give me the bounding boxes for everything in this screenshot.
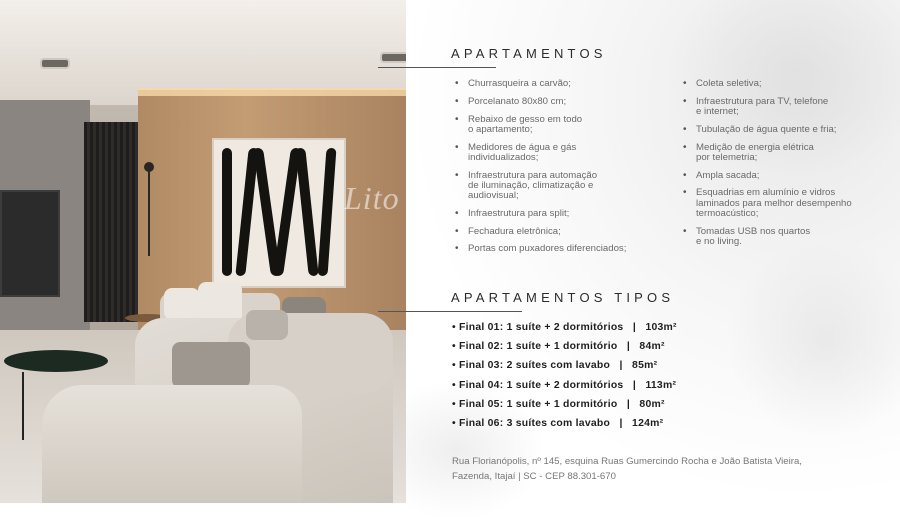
feature-item: • Tomadas USB nos quartos e no living. [681, 227, 891, 247]
feature-item: • Churrasqueira a carvão; [453, 79, 663, 89]
title-rule [378, 67, 496, 68]
ceiling-spotlight [42, 60, 68, 67]
unit-type-item: • Final 02: 1 suíte + 1 dormitório | 84m² [452, 341, 665, 353]
unit-type-item: • Final 03: 2 suítes com lavabo | 85m² [452, 360, 658, 372]
table-leg [22, 372, 24, 440]
feature-item: • Esquadrias em alumínio e vidros laminados para melhor desempenho termoacústico; [681, 188, 891, 219]
art-stripe [318, 148, 337, 276]
feature-item: • Ampla sacada; [681, 171, 891, 181]
striped-artwork [212, 138, 346, 288]
feature-item: • Medição de energia elétrica por telemetria; [681, 143, 891, 163]
unit-type-item: • Final 06: 3 suítes com lavabo | 124m² [452, 417, 664, 429]
feature-item: • Coleta seletiva; [681, 79, 891, 89]
art-stripe [295, 148, 318, 276]
art-stripe [222, 148, 232, 276]
pillow [164, 288, 200, 320]
sofa-chaise [42, 385, 302, 503]
unit-type-item: • Final 05: 1 suíte + 1 dormitório | 80m² [452, 398, 665, 410]
slatted-panel [84, 122, 138, 322]
cove-light [138, 88, 406, 96]
pillow [172, 342, 250, 388]
coffee-table [4, 350, 108, 372]
tipos-title: APARTAMENTOS TIPOS [451, 290, 675, 305]
feature-item: • Portas com puxadores diferenciados; [453, 244, 663, 254]
feature-item: • Infraestrutura para automação de iluminação, climatização e audiovisual; [453, 171, 663, 202]
wall-lamp [148, 166, 190, 256]
features-list-right [681, 79, 891, 255]
title-rule [378, 311, 522, 312]
feature-item: • Medidores de água e gás individualizados; [453, 143, 663, 163]
television [0, 190, 60, 297]
living-room-render [0, 0, 406, 503]
feature-item: • Infraestrutura para split; [453, 209, 663, 219]
feature-item: • Porcelanato 80x80 cm; [453, 97, 663, 107]
unit-type-item: • Final 01: 1 suíte + 2 dormitórios | 103m² [452, 322, 677, 333]
address-line: Fazenda, Itajaí | SC - CEP 88.301-670 [452, 470, 616, 482]
ceiling-spotlight [382, 54, 406, 61]
marble-vein [726, 240, 900, 440]
apartamentos-title: APARTAMENTOS [451, 46, 607, 61]
features-list-left [453, 79, 663, 262]
unit-type-item: • Final 04: 1 suíte + 2 dormitórios | 113m² [452, 379, 677, 391]
watermark-logo: Lito [344, 180, 400, 216]
pillow [246, 310, 288, 340]
feature-item: • Rebaixo de gesso em todo o apartamento; [453, 115, 663, 135]
unit-types-list [452, 322, 677, 437]
address [452, 455, 872, 484]
feature-item: • Tubulação de água quente e fria; [681, 125, 891, 135]
address-line: Rua Florianópolis, nº 145, esquina Ruas Gumercindo Rocha e João Batista Vieira, [452, 456, 802, 467]
feature-item: • Infraestrutura para TV, telefone e internet; [681, 97, 891, 117]
feature-item: • Fechadura eletrônica; [453, 227, 663, 237]
